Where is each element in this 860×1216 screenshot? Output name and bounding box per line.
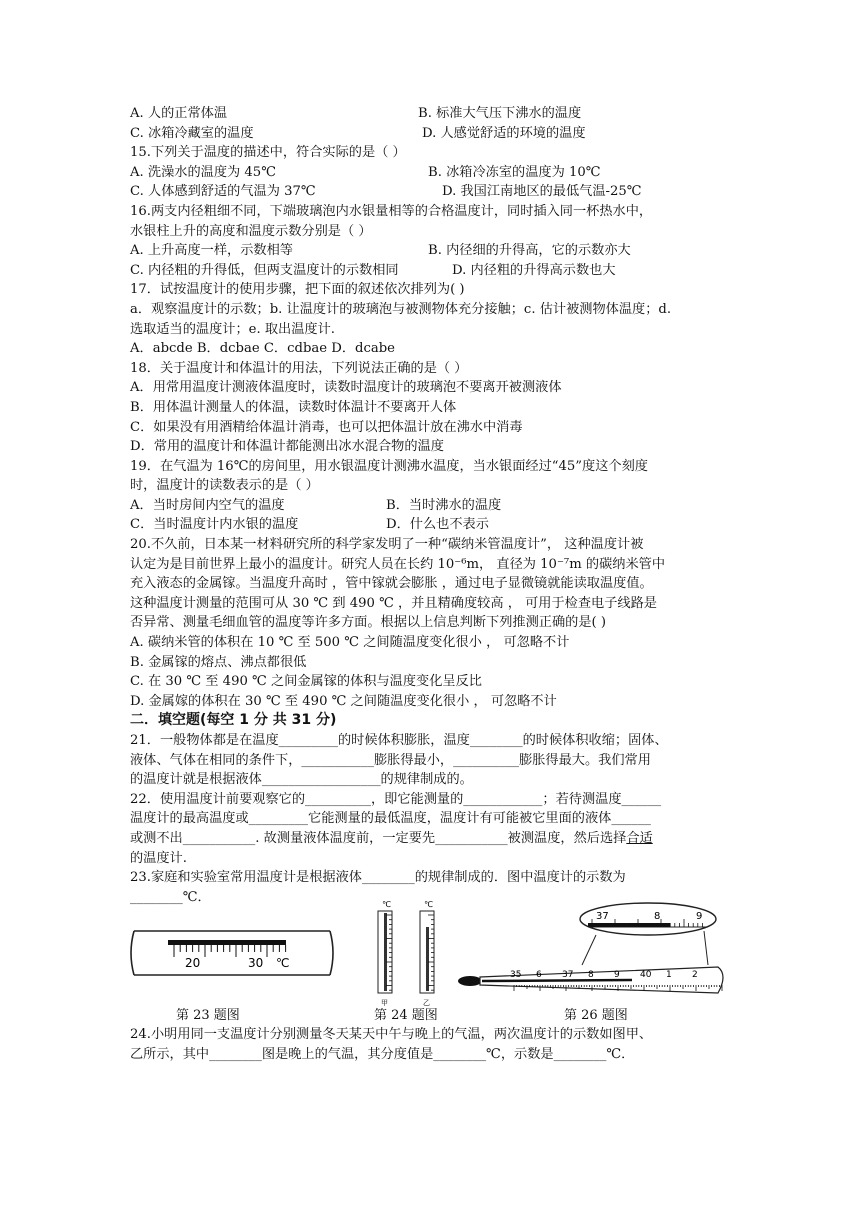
- fig26-scale-label: 35: [510, 970, 522, 981]
- q16-options-ab: [130, 241, 740, 261]
- q16-stem-1: 16.两支内径粗细不同，下端玻璃泡内水银量相等的合格温度计，同时插入同一杯热水中，: [130, 203, 653, 219]
- fig23-thermometer: [130, 911, 334, 1005]
- fig26-clinical-thermometer: [456, 897, 732, 1007]
- q19-stem-2: 时，温度计的读数表示的是（ ）: [130, 478, 319, 494]
- fig26-zoom-8: 8: [654, 911, 661, 923]
- exam-page: [130, 104, 740, 1065]
- q19-stem-1: 19．在气温为 16℃的房间里，用水银温度计测沸水温度，当水银面经过“45”度这个刻度: [130, 458, 648, 474]
- fig24-label-b: 乙: [423, 999, 430, 1008]
- fig24-unit-a: ℃: [382, 900, 391, 910]
- q14-options-cd: [130, 124, 740, 144]
- q20-option-a: A. 碳纳米管的体积在 10 ℃ 至 500 ℃ 之间随温度变化很小 ， 可忽略不计: [130, 635, 570, 651]
- fig24-unit-b: ℃: [424, 900, 433, 910]
- q18-option-b: B．用体温计测量人的体温，读数时体温计不要离开人体: [130, 399, 457, 415]
- q21-line-1: 21．一般物体都是在温度_________的时候体积膨胀，温度________的时候体积收缩；固体、: [130, 733, 668, 748]
- q15-options-cd: [130, 182, 740, 202]
- q16-option-b: B. 内径细的升得高，它的示数亦大: [428, 243, 631, 259]
- q15-option-c: C. 人体感到舒适的气温为 37℃: [130, 184, 316, 200]
- q21-line-3: 的温度计就是根据液体__________________的规律制成的。: [130, 772, 473, 788]
- fig26-zoom-37: 37: [596, 911, 609, 923]
- caption-fig23: 第 23 题图: [176, 1008, 240, 1024]
- q18-option-c: C．如果没有用酒精给体温计消毒，也可以把体温计放在沸水中消毒: [130, 419, 523, 435]
- fig26-scale-label: 37: [562, 970, 574, 981]
- q24-line-2: 乙所示，其中________图是晚上的气温，其分度值是________℃，示数是________℃．: [130, 1046, 635, 1062]
- q14-option-b: B. 标准大气压下沸水的温度: [418, 106, 582, 121]
- fig26-scale-label: 40: [640, 970, 652, 981]
- q17-line-3: 选取适当的温度计；e. 取出温度计.: [130, 321, 336, 337]
- fig26-scale-label: 8: [588, 970, 594, 981]
- q14-option-c: C. 冰箱冷藏室的温度: [130, 125, 254, 141]
- q17-line-2: a．观察温度计的示数；b. 让温度计的玻璃泡与被测物体充分接触；c. 估计被测物体温度；d.: [130, 301, 672, 317]
- q16-options-cd: [130, 261, 740, 281]
- fig24-thermometers: [366, 897, 446, 1007]
- q23-line-2: ________℃．: [130, 889, 211, 905]
- q15-option-b: B. 冰箱冷冻室的温度为 10℃: [428, 164, 601, 180]
- fig26-scale-label: 6: [536, 970, 542, 981]
- section-2-heading: 二．填空题(每空 1 分 共 31 分): [130, 712, 337, 729]
- q19-options-ab: [130, 496, 740, 516]
- q14-option-d: D. 人感觉舒适的环境的温度: [422, 125, 586, 141]
- q14-options-ab: [130, 104, 740, 124]
- q20-line-1: 20.不久前，日本某一材料研究所的科学家发明了一种“碳纳米管温度计”， 这种温度计被: [130, 537, 644, 553]
- figure-captions: [130, 1007, 740, 1025]
- figures-row: [130, 900, 740, 1008]
- fig26-scale-label: 9: [614, 970, 620, 981]
- q21-line-2: 液体、气体在相同的条件下，___________膨胀得最小，__________膨胀得最大。我们常用: [130, 752, 651, 768]
- fig23-tick-20: 20: [185, 956, 201, 971]
- fig26-scale-label: 2: [692, 970, 698, 981]
- q22-line-4: 的温度计.: [130, 850, 187, 866]
- q15-options-ab: [130, 163, 740, 183]
- fig23-unit: ℃: [276, 956, 290, 971]
- q22-line-3-text: 或测不出___________. 故测量液体温度前，一定要先___________被测温度，然后选择: [130, 830, 627, 846]
- q18-option-d: D．常用的温度计和体温计都能测出冰水混合物的温度: [130, 439, 444, 455]
- q22-line-3: [130, 829, 740, 849]
- caption-fig24: 第 24 题图: [374, 1008, 438, 1024]
- q19-options-cd: [130, 515, 740, 535]
- q22-line-1: 22．使用温度计前要观察它的__________，即它能测量的____________；若待测温度______: [130, 791, 662, 807]
- q16-option-c: C. 内径粗的升得低，但两支温度计的示数相同: [130, 262, 399, 278]
- q19-option-c: C．当时温度计内水银的温度: [130, 517, 299, 533]
- q16-stem-2: 水银柱上升的高度和温度示数分别是（ ）: [130, 223, 372, 239]
- q18-stem: 18．关于温度计和体温计的用法，下列说法正确的是（ ）: [130, 360, 468, 376]
- q15-option-a: A. 洗澡水的温度为 45℃: [130, 164, 276, 180]
- q17-options: A．abcde B．dcbae C．cdbae D．dcabe: [130, 341, 395, 357]
- q15-stem: 15.下列关于温度的描述中，符合实际的是（ ）: [130, 145, 406, 161]
- q20-option-d: D. 金属嫁的体积在 30 ℃ 至 490 ℃ 之间随温度变化很小 ， 可忽略不计: [130, 693, 557, 709]
- q16-option-d: D. 内径粗的升得高示数也大: [452, 262, 616, 278]
- fig23-tick-30: 30: [248, 956, 264, 971]
- q20-option-b: B. 金属镓的熔点、沸点都很低: [130, 654, 307, 670]
- q20-line-3: 充入液态的金属镓。当温度升高时 ，管中镓就会膨胀 ，通过电子显微镜就能读取温度值。: [130, 576, 653, 592]
- q20-option-c: C. 在 30 ℃ 至 490 ℃ 之间金属镓的体积与温度变化呈反比: [130, 674, 482, 690]
- q20-line-4: 这种温度计测量的范围可从 30 ℃ 到 490 ℃ ，并且精确度较高 ， 可用于检查电子线路是: [130, 595, 657, 611]
- q17-stem: 17．试按温度计的使用步骤，把下面的叙述依次排列为( ): [130, 282, 465, 298]
- q22-underlined-word: 合适: [626, 830, 653, 846]
- q16-option-a: A. 上升高度一样，示数相等: [130, 243, 293, 259]
- fig24-label-a: 甲: [381, 999, 388, 1008]
- caption-fig26: 第 26 题图: [564, 1008, 628, 1024]
- q18-option-a: A．用常用温度计测液体温度时，读数时温度计的玻璃泡不要离开被测液体: [130, 380, 562, 396]
- q22-line-2: 温度计的最高温度或_________它能测量的最低温度，温度计有可能被它里面的液体______: [130, 811, 651, 827]
- q19-option-d: D．什么也不表示: [386, 517, 489, 533]
- q19-option-b: B．当时沸水的温度: [386, 497, 502, 513]
- q23-line-1: 23.家庭和实验室常用温度计是根据液体________的规律制成的．图中温度计的示数为: [130, 870, 626, 886]
- q20-line-5: 否异常、测量毛细血管的温度等许多方面。根据以上信息判断下列推测正确的是( ): [130, 615, 607, 631]
- fig26-zoom-9: 9: [696, 911, 703, 923]
- q15-option-d: D. 我国江南地区的最低气温-25℃: [442, 184, 642, 200]
- q24-line-1: 24.小明用同一支温度计分别测量冬天某天中午与晚上的气温，两次温度计的示数如图甲、: [130, 1027, 653, 1043]
- fig26-scale-label: 1: [666, 970, 672, 981]
- q19-option-a: A．当时房间内空气的温度: [130, 497, 285, 513]
- q14-option-a: A. 人的正常体温: [130, 106, 228, 121]
- q20-line-2: 认定为是目前世界上最小的温度计。研究人员在长约 10⁻⁶m， 直径为 10⁻⁷m 的碳纳米管中: [130, 556, 666, 572]
